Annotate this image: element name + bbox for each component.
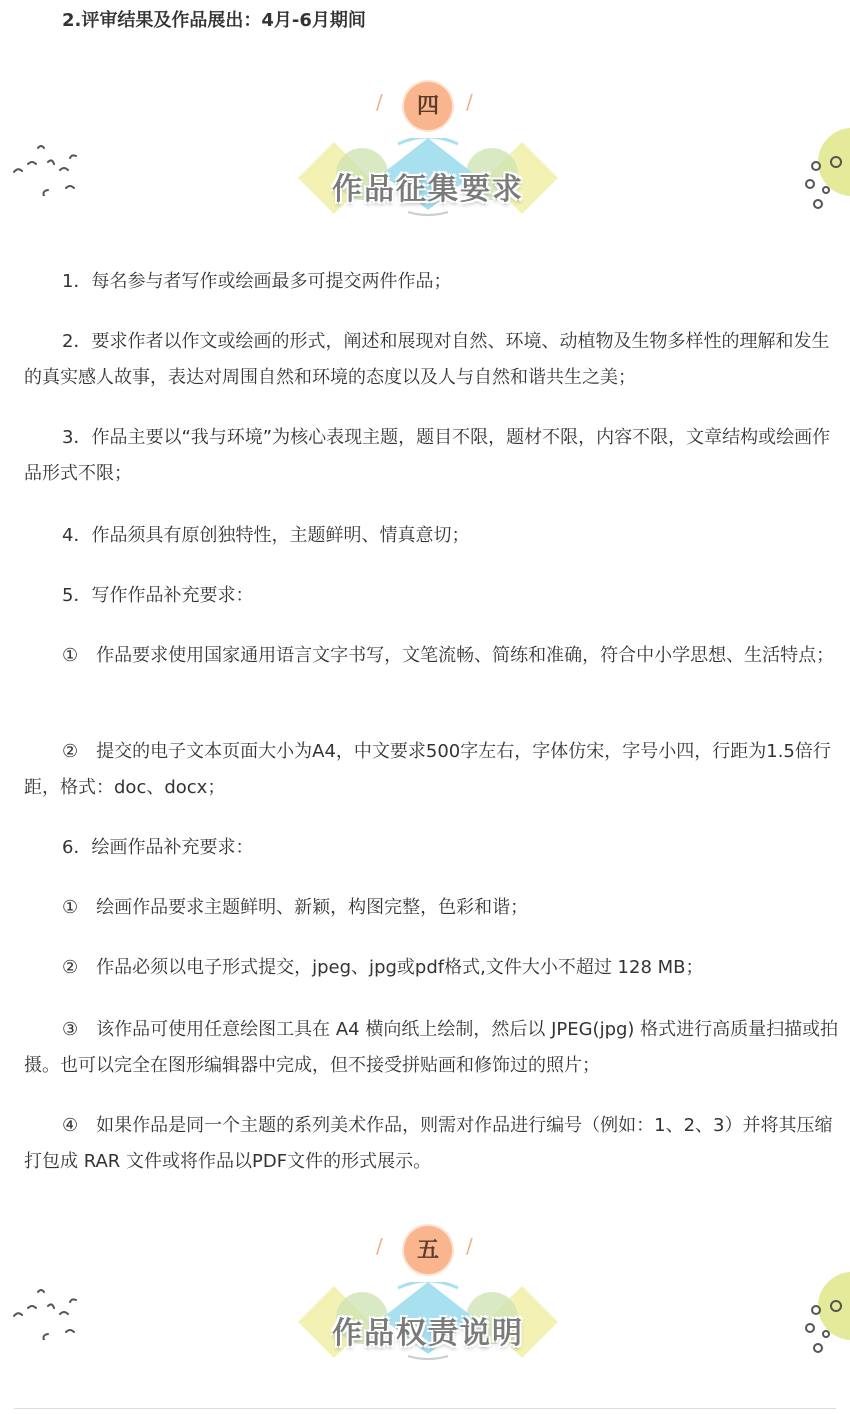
- requirement-4: 4．作品须具有原创独特性，主题鲜明、情真意切；: [62, 525, 470, 546]
- requirement-6-item-1: ① 绘画作品要求主题鲜明、新颖，构图完整，色彩和谐；: [62, 897, 529, 918]
- leaf-circle-decoration-right: [796, 122, 850, 222]
- requirement-3: 3．作品主要以“我与环境”为核心表现主题，题目不限，题材不限，内容不限，文章结构或绘画作品形式不限；: [24, 427, 831, 484]
- leaf-dots-decoration-left: [8, 126, 88, 196]
- requirement-6-item-2: ② 作品必须以电子形式提交，jpeg、jpg或pdf格式,文件大小不超过 128 MB；: [62, 957, 704, 978]
- section-title: 作品权责说明: [332, 1316, 524, 1351]
- section-header-4: [0, 82, 850, 222]
- requirement-6-heading: 6．绘画作品补充要求：: [62, 837, 254, 858]
- requirement-6-item-3: ③ 该作品可使用任意绘图工具在 A4 横向纸上绘制，然后以 JPEG(jpg) 格式进行高质量扫描或拍摄。也可以完全在图形编辑器中完成，但不接受拼贴画和修饰过的照片；: [24, 1019, 839, 1076]
- slash-decoration-right: /: [466, 1234, 473, 1258]
- leaf-circle-decoration-right: [796, 1266, 850, 1366]
- section-title-banner: [298, 138, 558, 218]
- requirement-6-item-4: ④ 如果作品是同一个主题的系列美术作品，则需对作品进行编号（例如：1、2、3）并将其压缩打包成 RAR 文件或将作品以PDF文件的形式展示。: [24, 1115, 833, 1172]
- leaf-dots-decoration-left: [8, 1270, 88, 1340]
- previous-section-last-line: 2.评审结果及作品展出：4月-6月期间: [62, 10, 366, 31]
- section-title: 作品征集要求: [332, 172, 524, 207]
- divider: [14, 1408, 836, 1409]
- section-number-badge: 四: [404, 82, 452, 130]
- slash-decoration-right: /: [466, 90, 473, 114]
- requirement-5-heading: 5．写作作品补充要求：: [62, 585, 254, 606]
- requirement-2: 2．要求作者以作文或绘画的形式，阐述和展现对自然、环境、动植物及生物多样性的理解和发生的真实感人故事，表达对周围自然和环境的态度以及人与自然和谐共生之美；: [24, 331, 830, 388]
- slash-decoration-left: /: [376, 1234, 383, 1258]
- slash-decoration-left: /: [376, 90, 383, 114]
- requirement-1: 1．每名参与者写作或绘画最多可提交两件作品；: [62, 271, 452, 292]
- section-number-badge: 五: [404, 1226, 452, 1274]
- requirement-5-item-1: ① 作品要求使用国家通用语言文字书写，文笔流畅、简练和准确，符合中小学思想、生活特点；: [62, 645, 835, 666]
- requirement-5-item-2: ② 提交的电子文本页面大小为A4，中文要求500字左右，字体仿宋，字号小四，行距为1.5倍行距，格式：doc、docx；: [24, 741, 831, 798]
- section-title-banner: [298, 1282, 558, 1362]
- section-header-5: [0, 1226, 850, 1366]
